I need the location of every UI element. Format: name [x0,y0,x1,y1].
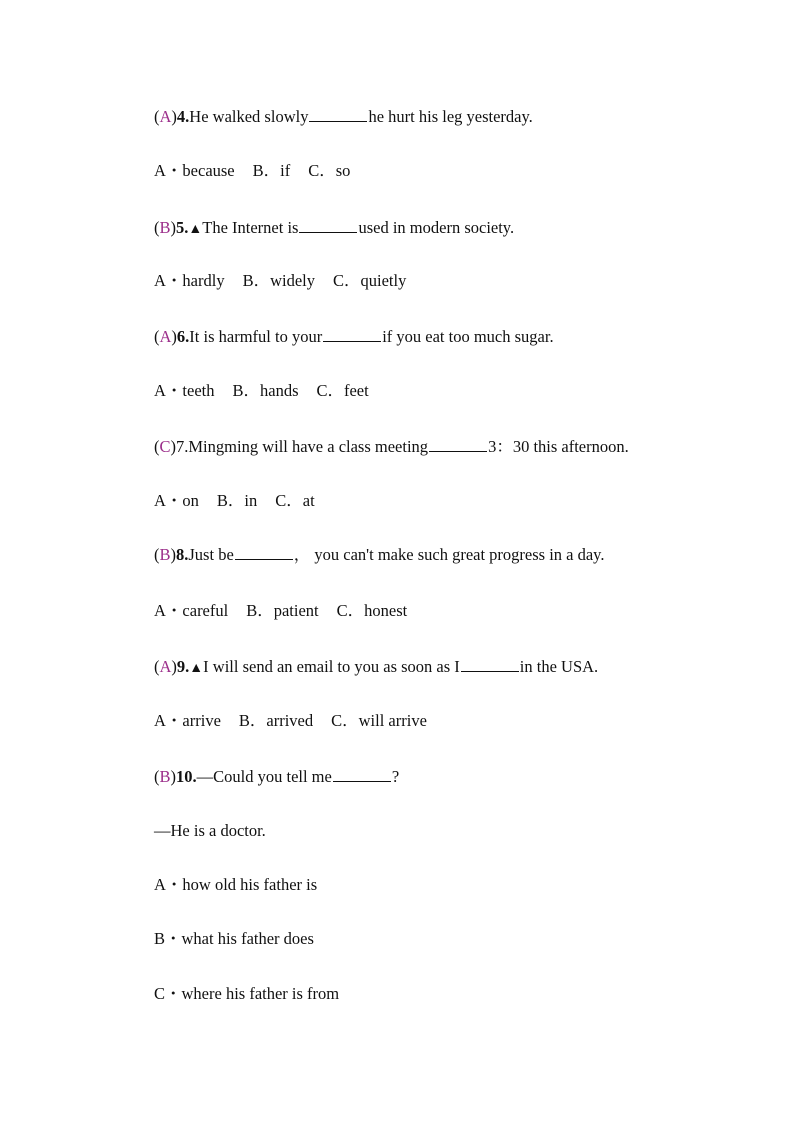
answer-letter: C [159,437,171,456]
option-c: C．will arrive [331,711,427,730]
option-b: B．patient [246,601,319,620]
question-text-after: ? [391,767,400,786]
answer-blank [309,107,367,122]
answer-letter: B [159,545,171,564]
question-text-before: I will send an email to you as soon as I [203,657,460,676]
question-number: 10. [176,767,197,786]
question-10: (B)10.—Could you tell me ? [154,767,400,786]
option-b: B．widely [242,271,315,290]
option-c: C．feet [316,381,369,400]
question-5: (B)5.▲The Internet is used in modern society. [154,218,515,237]
question-text-after: used in modern society. [358,218,515,237]
options-7 [154,491,315,511]
answer-blank [235,545,293,560]
option-a: A・because [154,161,235,180]
question-number: 7. [176,437,189,456]
option-c: C．so [308,161,351,180]
triangle-marker-icon: ▲ [188,222,203,237]
option-b: B．in [216,491,258,510]
answer-blank [461,657,519,672]
question-text-before: He walked slowly [189,107,309,126]
question-text-before: —Could you tell me [196,767,332,786]
question-text-before: Mingming will have a class meeting [188,437,429,456]
question-text-after: 3：30 this afternoon. [488,437,629,456]
answer-letter: B [159,218,171,237]
option-b: B・what his father does [154,929,314,948]
question-text-before: The Internet is [202,218,299,237]
question-9: (A)9.▲I will send an email to you as soon as I in the USA. [154,657,599,676]
option-a: A・careful [154,601,229,620]
option-c: C．honest [336,601,408,620]
options-8 [154,601,407,621]
answer-blank [333,767,391,782]
option-a: A・arrive [154,711,221,730]
question-text-after: he hurt his leg yesterday. [368,107,533,126]
question-number: 4. [176,107,190,126]
question-8: (B)8.Just be ， you can't make such great progress in a day. [154,545,605,564]
option-c: C．quietly [333,271,407,290]
question-number: 5. [176,218,189,237]
question-text-before: It is harmful to your [189,327,323,346]
answer-letter: A [159,657,172,676]
question-text-after: if you eat too much sugar. [382,327,554,346]
option-b: B．hands [232,381,299,400]
option-c: C．at [275,491,315,510]
option-a: A・teeth [154,381,215,400]
answer-letter: B [159,767,171,786]
answer-letter: A [159,107,172,126]
options-5 [154,271,406,291]
question-text-after: in the USA. [519,657,599,676]
option-a: A・hardly [154,271,225,290]
question-number: 6. [176,327,190,346]
answer-blank [429,437,487,452]
answer-blank [299,218,357,233]
answer-blank [323,327,381,342]
question-text-after: ， you can't make such great progress in a day. [293,545,605,564]
triangle-marker-icon: ▲ [189,661,204,676]
question-4: (A)4.He walked slowly he hurt his leg yesterday. [154,107,533,126]
question-number: 9. [176,657,190,676]
option-a: A・how old his father is [154,875,318,894]
option-a: A・on [154,491,199,510]
question-6: (A)6.It is harmful to your if you eat too much sugar. [154,327,554,346]
option-b: B．arrived [238,711,314,730]
options-6 [154,381,369,401]
dialogue-reply: —He is a doctor. [154,821,266,840]
question-7: (C)7.Mingming will have a class meeting 3：30 this afternoon. [154,437,629,456]
answer-letter: A [159,327,172,346]
question-text-before: Just be [188,545,234,564]
option-b: B．if [252,161,291,180]
option-c: C・where his father is from [154,984,340,1003]
options-4 [154,161,350,181]
options-9 [154,711,427,731]
question-number: 8. [176,545,189,564]
